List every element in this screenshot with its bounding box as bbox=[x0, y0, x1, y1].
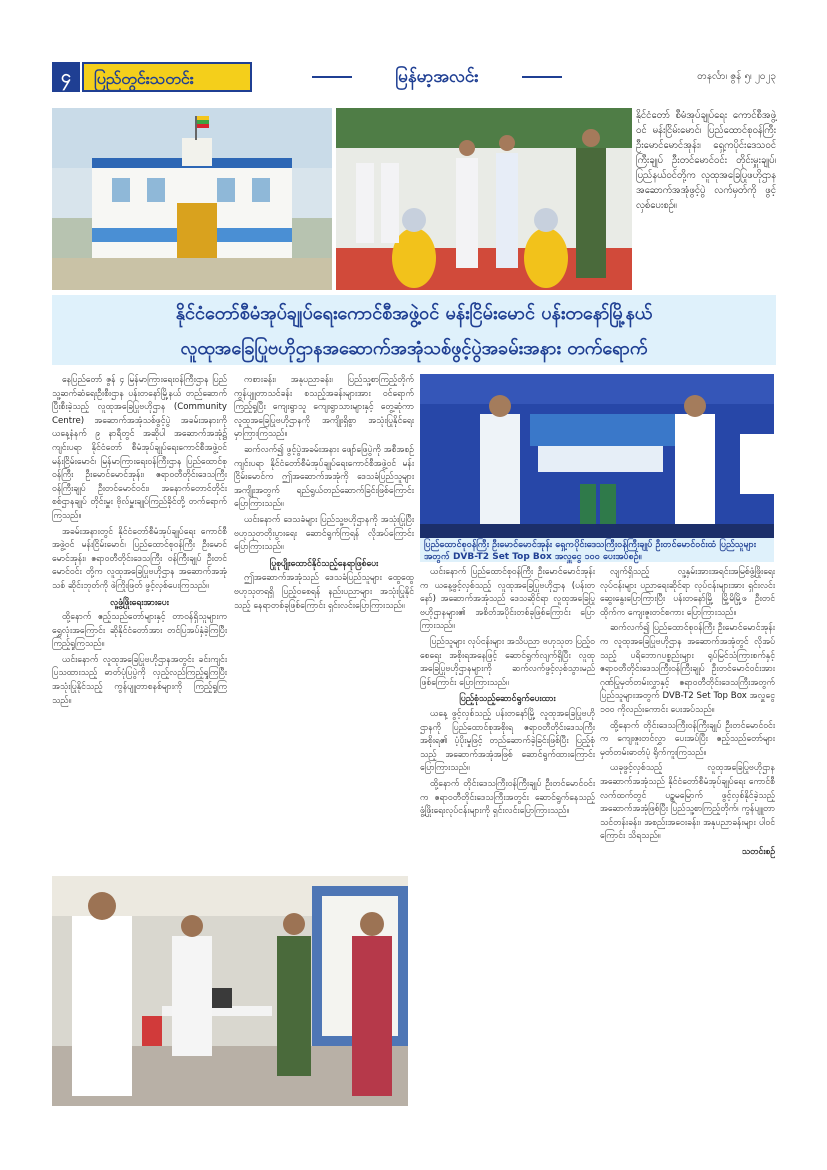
paragraph: ယင်းနောက် လူထုအခြေပြုဗဟိုဌာနအတွင်း ခင်းကျင်းပြသထားသည့် ဓာတ်ပုံပြပွဲကို လှည့်လည်ကြည့်ရှုကြပြီး အသုံးပြုနိုင်သည့် ကွန်ပျူတာစနစ်များကို ကြည့်ရှုကြသည်။ bbox=[52, 654, 227, 706]
handover-photo-caption: ပြည်ထောင်စုဝန်ကြီး ဦးမောင်မောင်အုန်း ရှေ့ကပိုင်းဒေသကြီးဝန်ကြီးချုပ် ဦးတင်မောင်ဝင်းထံ ပြည်သူများအတွက် DVB-T2 Set Top Box အလှူငွေ ၁၀၀ ပေးအပ်စဉ်။ bbox=[420, 538, 774, 562]
issue-date: တနင်္လာ၊ ဇွန် ၅၊ ၂၀၂၃ bbox=[697, 71, 776, 82]
paragraph: ထို့နောက် တိုင်းဒေသကြီးဝန်ကြီးချုပ် ဦးတင်မောင်ဝင်းက ဧရာဝတီတိုင်းဒေသကြီးအတွင်း ဆောင်ရွက်နေသည့် ဖွံ့ဖြိုးရေးလုပ်ငန်းများကို ရှင်းလင်းပြောကြားသည်။ bbox=[420, 778, 595, 817]
paragraph: ဤအဆောက်အအုံသည် ဒေသခံပြည်သူများ ထွေထွေဗဟုသုတရရှိ ပြည့်ဝစေရန် နည်းပညာများ အသုံးပြုနိုင်သည့် နေရာတစ်ခုဖြစ်ကြောင်း ရှင်းလင်းပြောကြားသည်။ bbox=[234, 573, 414, 611]
paragraph: အခမ်းအနားတွင် နိုင်ငံတော်စီမံအုပ်ချုပ်ရေး ကောင်စီအဖွဲ့ဝင် မန်းငြိမ်းမောင်၊ ပြည်ထောင်စုဝန်ကြီး ဦးမောင်မောင်အုန်း၊ ဧရာဝတီတိုင်းဒေသကြီး ဝန်ကြီးချုပ် ဦးတင်မောင်ဝင်း တို့က လူထုအခြေပြုဗဟိုဌာန အဆောက်အအုံသစ် ဆိုင်းဘုတ်ကို ဖဲကြိုးဖြတ် ဖွင့်လှစ်ပေးကြသည်။ bbox=[52, 526, 227, 591]
top-photo-caption: နိုင်ငံတော် စီမံအုပ်ချုပ်ရေး ကောင်စီအဖွဲ့ဝင် မန်းငြိမ်းမောင်၊ ပြည်ထောင်စုဝန်ကြီး ဦးမောင်မောင်အုန်း၊ ရှေ့ကပိုင်းဒေသဝင်ကြီးချုပ် ဦးတင်မောင်ဝင်း တိုင်းမှူးချုပ်၊ ပြည်နယ်ဝင်တို့က လူထုအခြေပြုဖဟိုဌာန အဆောက်အအုံဖွင့်ပွဲ လက်မှတ်ကို ဖွင့်လှစ်ပေးစဉ်။ bbox=[636, 110, 776, 211]
paragraph: ကစားခန်း၊ အနုပညာခန်း၊ ပြည်သူ့စာကြည့်တိုက်ကွန်ပျူတာသင်ခန်း စသည့်အခန်းများအား ဝင်ရောက်ကြည့်ရှုပြီး ကျေးရွာသူ ကျေးရွာသားများနှင့် တွေ့ဆုံကာ လူထုအခြေပြုဗဟိုဌာနကို အကျိုးရှိစွာ အသုံးပြုနိုင်ရေး မှာကြားကြသည်။ bbox=[234, 375, 414, 440]
paragraph: ယနေ့ ဖွင့်လှစ်သည့် ပန်းတနော်မြို့ လူထုအခြေပြုဗဟိုဌာနကို ပြည်ထောင်စုအစိုးရ ဧရာဝတီတိုင်းဒေသကြီးအစိုးရ၏ ပံ့ပိုးမှုဖြင့် တည်ဆောက်ခဲ့ခြင်းဖြစ်ပြီး ပြည့်စုံသည့် အဆောက်အအုံအဖြစ် ဆောင်ရွက်ထားကြောင်း ပြောကြားသည်။ bbox=[420, 708, 595, 774]
paragraph: ယင်းနောက် ဒေသခံများ ပြည်သူ့ဗဟိုဌာနကို အသုံးပြုပြီး ဗဟုသုတတိုးပွားရေး ဆောင်ရွက်ကြရန် လိုအပ်ကြောင်း ပြောကြားသည်။ bbox=[234, 514, 414, 553]
ceremony-photo bbox=[336, 108, 632, 290]
section-title: ပြည်တွင်းသတင်း bbox=[82, 62, 252, 92]
article-column-1 bbox=[52, 374, 227, 864]
headline-line-1: နိုင်ငံတော်စီမံအုပ်ချုပ်ရေးကောင်စီအဖွဲ့ဝင် မန်းငြိမ်းမောင် ပန်းတနော်မြို့နယ် bbox=[175, 303, 653, 324]
paragraph: ဆက်လက်၍ ဖွင့်ပွဲအခမ်းအနား ဖျော်ဖြေပွဲကို အစီအစဉ်ကျင်းပရာ နိုင်ငံတော်စီမံအုပ်ချုပ်ရေးကောင်စီအဖွဲ့ဝင် မန်းငြိမ်းမောင်က ဤအဆောက်အအုံကို ဒေသခံပြည်သူများအကျိုးအတွက် ရည်ရွယ်တည်ဆောက်ခြင်းဖြစ်ကြောင်း ပြောကြားသည်။ bbox=[234, 444, 414, 510]
article-column-4 bbox=[600, 566, 775, 1106]
article-column-2 bbox=[234, 374, 414, 864]
headline-line-2: လူထုအခြေပြုဗဟိုဌာနအဆောက်အအုံသစ်ဖွင့်ပွဲအခမ်းအနား တက်ရောက် bbox=[180, 338, 648, 359]
headline-box bbox=[52, 295, 776, 365]
building-photo bbox=[52, 108, 332, 290]
page-number: ၄ bbox=[52, 62, 80, 92]
subheading: ပြည့်စုံသည့်ဆောင်ရွက်ပေးထား bbox=[459, 694, 556, 705]
newspaper-masthead: မြန်မာ့အလင်း bbox=[357, 62, 517, 92]
sign-off: သတင်းစဉ် bbox=[741, 846, 775, 857]
paragraph: ထို့နောက် တိုင်းဒေသကြီးဝန်ကြီးချုပ် ဦးတင်မောင်ဝင်းက ကျေးဇူးတင်လွှာ ပေးအပ်ပြီး ဧည့်သည်တော်များ မှတ်တမ်းဓာတ်ပုံ ရိုက်ကူးကြသည်။ bbox=[600, 720, 775, 758]
paragraph: ထို့နောက် ဧည့်သည်တော်များနှင့် တာဝန်ရှိသူများက ရွှေလုံးအကြောင်း ဆိုနိုင်ငံတော်အား တင်ပြအပ်နှံခဲ့ကြပြီး ကြည့်ရှုကြသည်။ bbox=[52, 612, 227, 650]
subheading: ပြုစုပျိုးထောင်နိုင်သည့်နေရာဖြစ်ပေး bbox=[269, 558, 379, 569]
article-column-3 bbox=[420, 566, 595, 1106]
paragraph: ဆက်လက်၍ ပြည်ထောင်စုဝန်ကြီး ဦးမောင်မောင်အုန်းက လူထုအခြေပြုဗဟိုဌာန အဆောက်အအုံတွင် လိုအပ်သည့် ပရိဘောဂပစ္စည်းများ ရုပ်မြင်သံကြားစက်နှင့် ဧရာဝတီတိုင်းဒေသကြီးဝန်ကြီးချုပ် ဦးတင်မောင်ဝင်းအား ဂုဏ်ပြုမှတ်တမ်းလွှာနှင့် ဧရာဝတီတိုင်းဒေသကြီးအတွက် ပြည်သူများအတွက် DVB-T2 Set Top Box အလှူငွေ ၁၀၀ ကိုလည်းကောင်း ပေးအပ်သည်။ bbox=[600, 623, 775, 715]
paragraph: လျက်ရှိသည့် လူ့နှမ်းအားအရင်းအမြစ်ဖွံ့ဖြိုးရေး လုပ်ငန်းများ ပညာရေးဆိုင်ရာ လုပ်ငန်းများအား ရှင်းလင်းဆွေးနွေးပြောကြားပြီး ပန်းတနော်မြို့ မြို့မိမြို့ဖ ဦးတင်ထိုက်က ကျေးဇူးတင်စကား ပြောကြားသည်။ bbox=[600, 567, 775, 618]
computer-room-photo bbox=[52, 876, 408, 1106]
paragraph: နေပြည်တော် ဇွန် ၄ မြန်မာကြားရေးဝန်ကြီးဌာန ပြည်သူ့ဆက်ဆံရေးဦးစီးဌာန ပန်းတနော်မြို့နယ် တည်ဆောက်ပြီးစီးခဲ့သည့် လူထုအခြေပြုဗဟိုဌာန (Community Centre) အဆောက်အအုံသစ်ဖွင့်ပွဲ အခမ်းအနားကို ယနေ့နံနက် ၉ နာရီတွင် အဆိုပါ အဆောက်အအုံ၌ ကျင်းပရာ နိုင်ငံတော် စီမံအုပ်ချုပ်ရေးကောင်စီအဖွဲ့ဝင် မန်းငြိမ်းမောင်၊ မြန်မာကြားရေးဝန်ကြီးဌာန ပြည်ထောင်စုဝန်ကြီး ဦးမောင်မောင်အုန်း၊ ဧရာဝတီတိုင်းဒေသကြီးဝန်ကြီးချုပ် ဦးတင်မောင်ဝင်း၊ အနောက်တောင်တိုင်း စစ်ဌာနချုပ် တိုင်းမှူး ဗိုလ်မှူးချုပ်ကြည်ခိုင်တို့ တက်ရောက်ကြသည်။ bbox=[52, 375, 227, 521]
paragraph: ယင်းနောက် ပြည်ထောင်စုဝန်ကြီး ဦးမောင်မောင်အုန်းက ယနေ့ဖွင့်လှစ်သည့် လူထုအခြေပြုဗဟိုဌာန (ပန်းတနော်) အဆောက်အအုံသည် ဒေသဆိုင်ရာ လူထုအခြေပြုဗဟိုဌာနများ၏ အစိတ်အပိုင်းတစ်ခုဖြစ်ကြောင်း ပြောကြားသည်။ bbox=[420, 567, 595, 632]
paragraph: ယခုဖွင့်လှစ်သည့် လူထုအခြေပြုဗဟိုဌာန အဆောက်အအုံသည် နိုင်ငံတော်စီမံအုပ်ချုပ်ရေး ကောင်စီလက်ထက်တွင် ပဉ္စမမြောက် ဖွင့်လှစ်နိုင်ခဲ့သည့် အဆောက်အအုံဖြစ်ပြီး ပြည်သူ့စာကြည့်တိုက်၊ ကွန်ပျူတာသင်တန်းခန်း၊ အစည်းအဝေးခန်း၊ အနုပညာခန်းများ ပါဝင်ကြောင်း သိရသည်။ bbox=[600, 763, 775, 842]
subheading: လူ့ဖွံ့ဖြိုးရေးအားပေး bbox=[110, 597, 169, 608]
paragraph: ပြည်သူများ လုပ်ငန်းများ အသိပညာ ဗဟုသုတ ပြည့်ဝစေရေး အစိုးရအနေဖြင့် ဆောင်ရွက်လျက်ရှိပြီး လူထုအခြေပြုဗဟိုဌာနများကို ဆက်လက်ဖွင့်လှစ်သွားမည်ဖြစ်ကြောင်း ပြောကြားသည်။ bbox=[420, 636, 595, 688]
page-header bbox=[52, 62, 776, 94]
handover-photo bbox=[420, 374, 774, 538]
